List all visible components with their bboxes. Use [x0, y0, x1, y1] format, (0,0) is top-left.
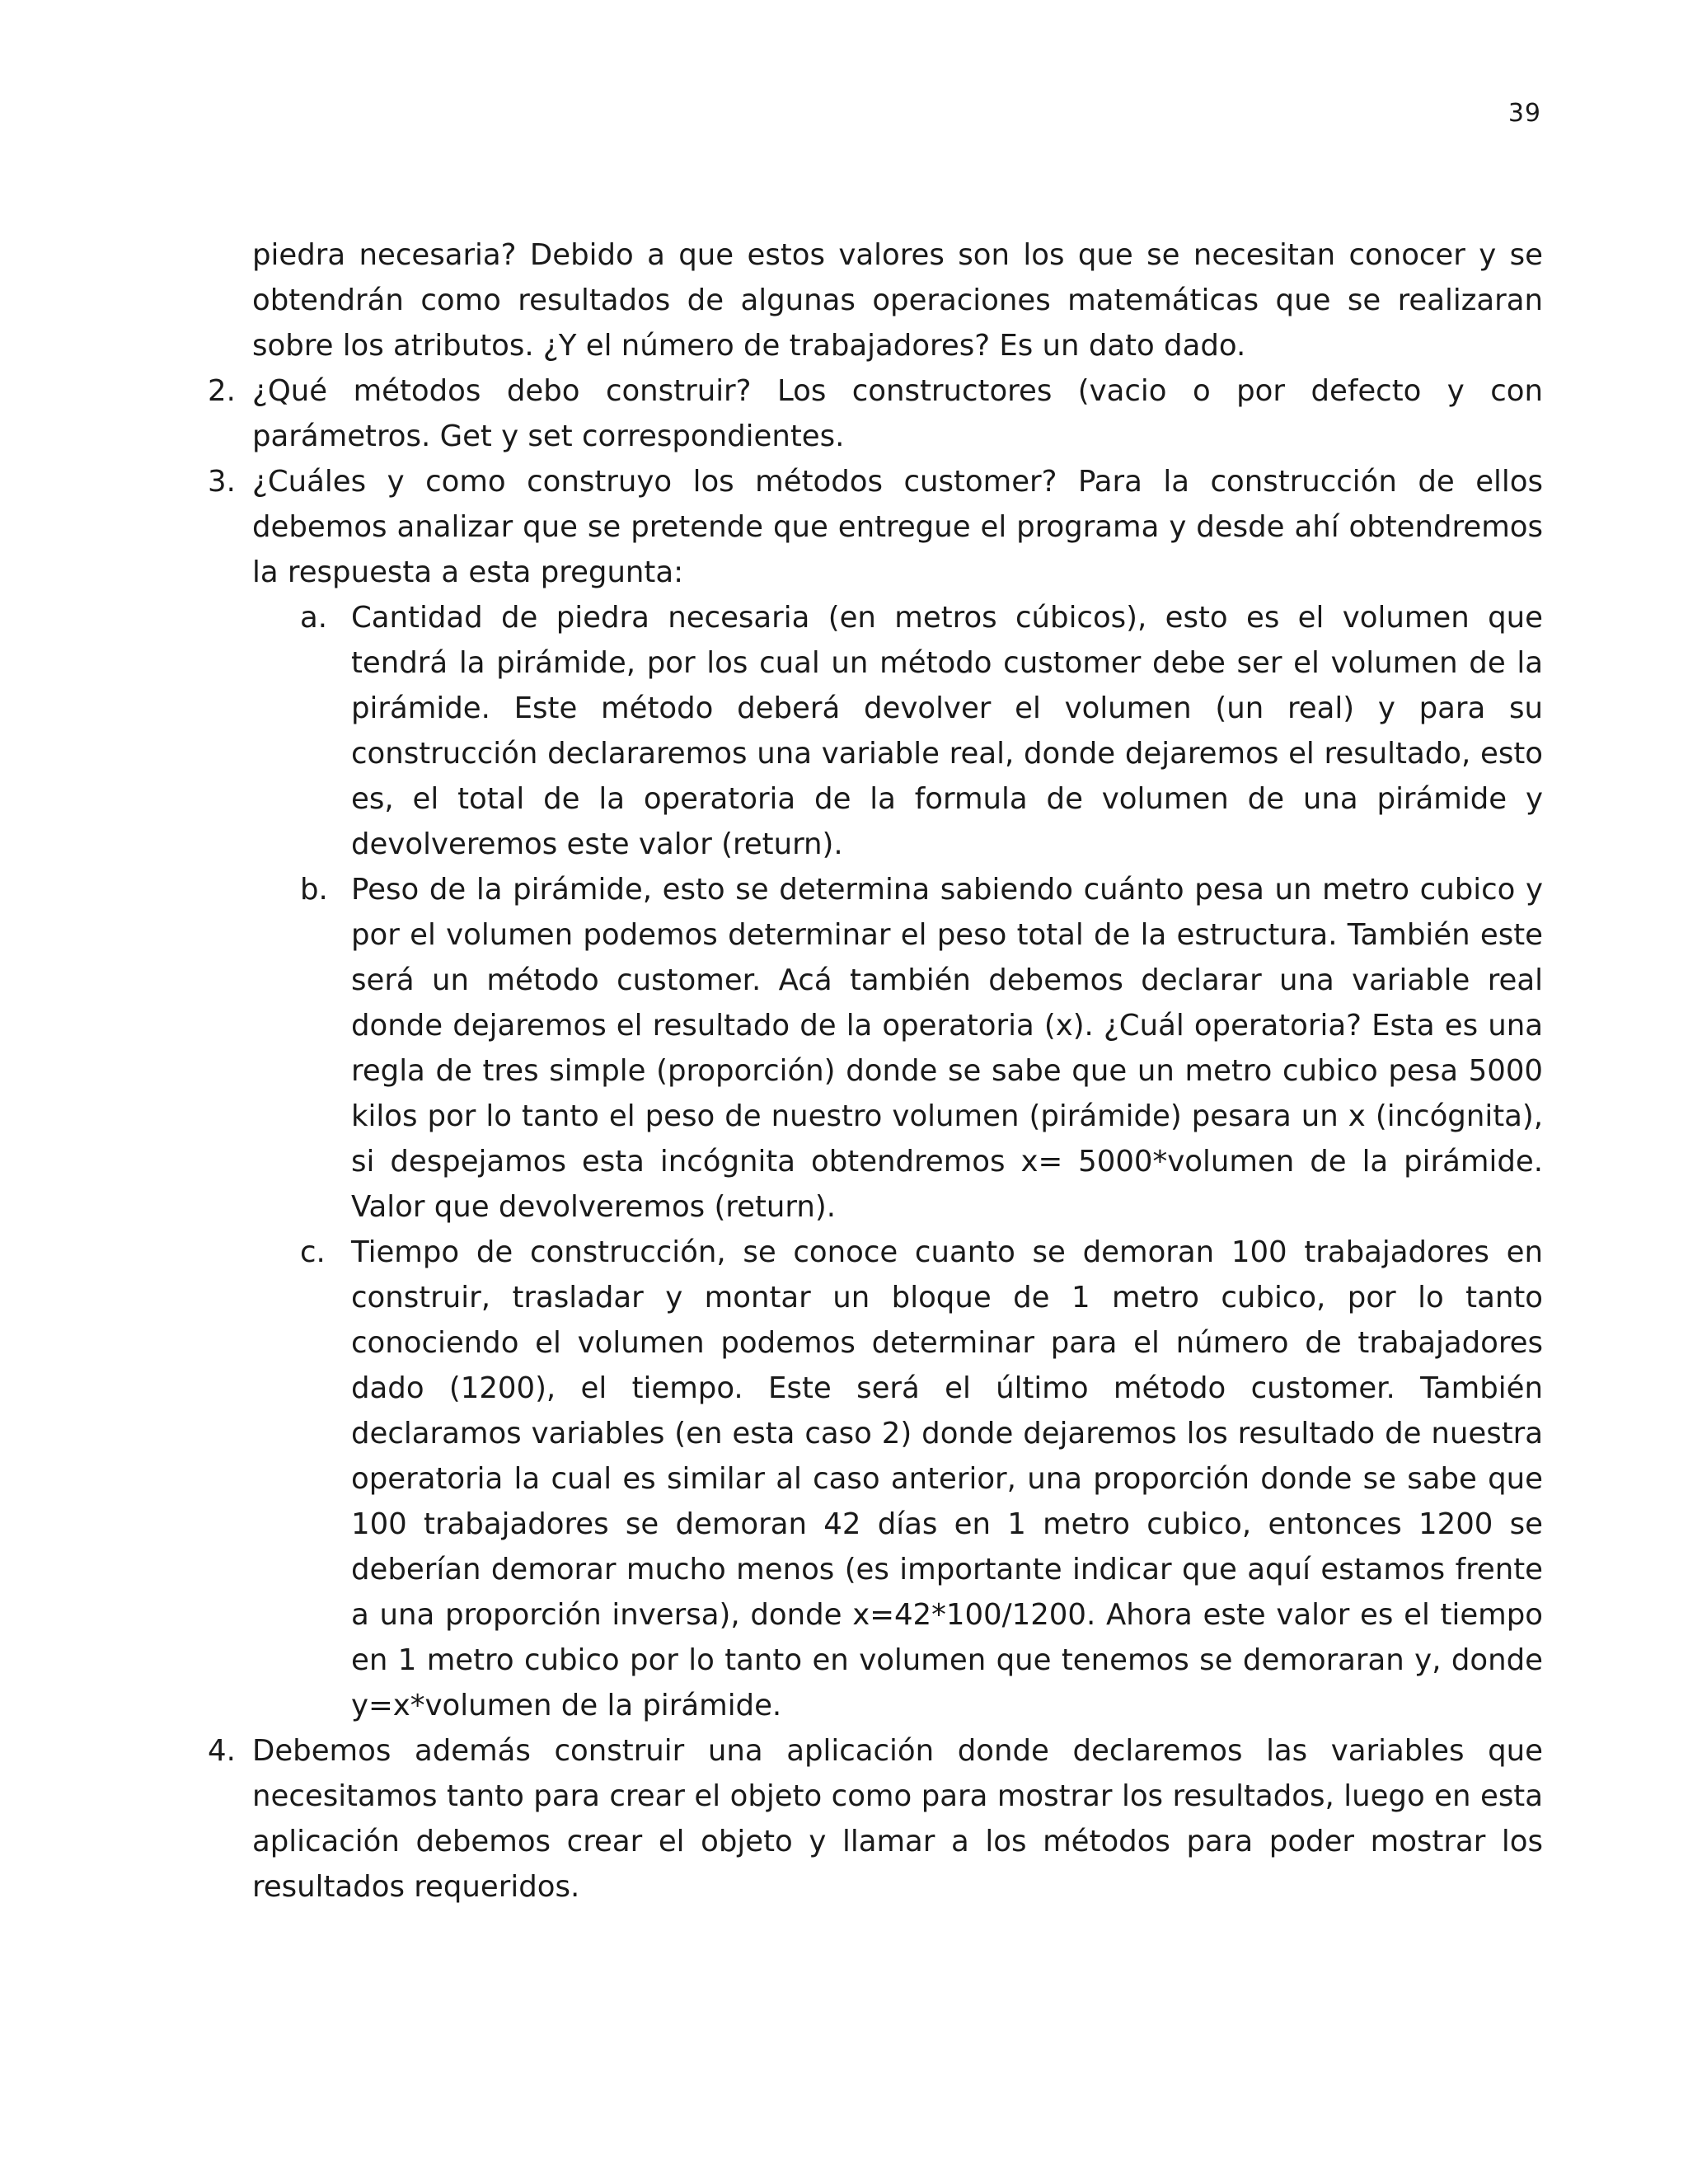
list-item-3	[208, 459, 1543, 595]
continuation-text: piedra necesaria? Debido a que estos valores son los que se necesitan conocer y se obtendrán como resultados de algunas operaciones matemáticas que se realizaran sobre los atributos. ¿Y el número de trabajadores? Es un dato dado.	[252, 238, 1543, 363]
sub-item-text: Cantidad de piedra necesaria (en metros cúbicos), esto es el volumen que tendrá la pirámide, por los cual un método customer debe ser el volumen de la pirámide. Este método deberá devolver el volumen (un real) y para su construcción declararemos una variable real, donde dejaremos el resultado, esto es, el total de la operatoria de la formula de volumen de una pirámide y devolveremos este valor (return).	[351, 601, 1543, 861]
sub-item-letter: a.	[300, 601, 328, 635]
continuation-paragraph	[208, 232, 1543, 368]
page-number: 39	[1507, 99, 1541, 128]
list-item-text: ¿Qué métodos debo construir? Los constructores (vacio o por defecto y con parámetros. Get y set correspondientes.	[252, 374, 1543, 453]
sub-item-b	[208, 867, 1543, 1230]
list-item-text: Debemos además construir una aplicación donde declaremos las variables que necesitamos tanto para crear el objeto como para mostrar los resultados, luego en esta aplicación debemos crear el objeto y llamar a los métodos para poder mostrar los resultados requeridos.	[252, 1734, 1543, 1904]
sub-item-c	[208, 1230, 1543, 1728]
page-body	[208, 232, 1543, 1910]
list-item-number: 3.	[208, 465, 236, 499]
list-item-4	[208, 1728, 1543, 1910]
sub-item-letter: b.	[300, 873, 328, 907]
sub-item-letter: c.	[300, 1235, 326, 1269]
sub-item-text: Peso de la pirámide, esto se determina sabiendo cuánto pesa un metro cubico y por el volumen podemos determinar el peso total de la estructura. También este será un método customer. Acá también debemos declarar una variable real donde dejaremos el resultado de la operatoria (x). ¿Cuál operatoria? Esta es una regla de tres simple (proporción) donde se sabe que un metro cubico pesa 5000 kilos por lo tanto el peso de nuestro volumen (pirámide) pesara un x (incógnita), si despejamos esta incógnita obtendremos x= 5000*volumen de la pirámide. Valor que devolveremos (return).	[351, 873, 1543, 1224]
list-item-number: 4.	[208, 1734, 236, 1768]
sub-item-text: Tiempo de construcción, se conoce cuanto se demoran 100 trabajadores en construir, trasladar y montar un bloque de 1 metro cubico, por lo tanto conociendo el volumen podemos determinar para el número de trabajadores dado (1200), el tiempo. Este será el último método customer. También declaramos variables (en esta caso 2) donde dejaremos los resultado de nuestra operatoria la cual es similar al caso anterior, una proporción donde se sabe que 100 trabajadores se demoran 42 días en 1 metro cubico, entonces 1200 se deberían demorar mucho menos (es importante indicar que aquí estamos frente a una proporción inversa), donde x=42*100/1200. Ahora este valor es el tiempo en 1 metro cubico por lo tanto en volumen que tenemos se demoraran y, donde y=x*volumen de la pirámide.	[351, 1235, 1543, 1722]
list-item-text: ¿Cuáles y como construyo los métodos customer? Para la construcción de ellos debemos analizar que se pretende que entregue el programa y desde ahí obtendremos la respuesta a esta pregunta:	[252, 465, 1543, 589]
sub-item-a	[208, 595, 1543, 867]
list-item-2	[208, 368, 1543, 459]
list-item-number: 2.	[208, 374, 236, 408]
